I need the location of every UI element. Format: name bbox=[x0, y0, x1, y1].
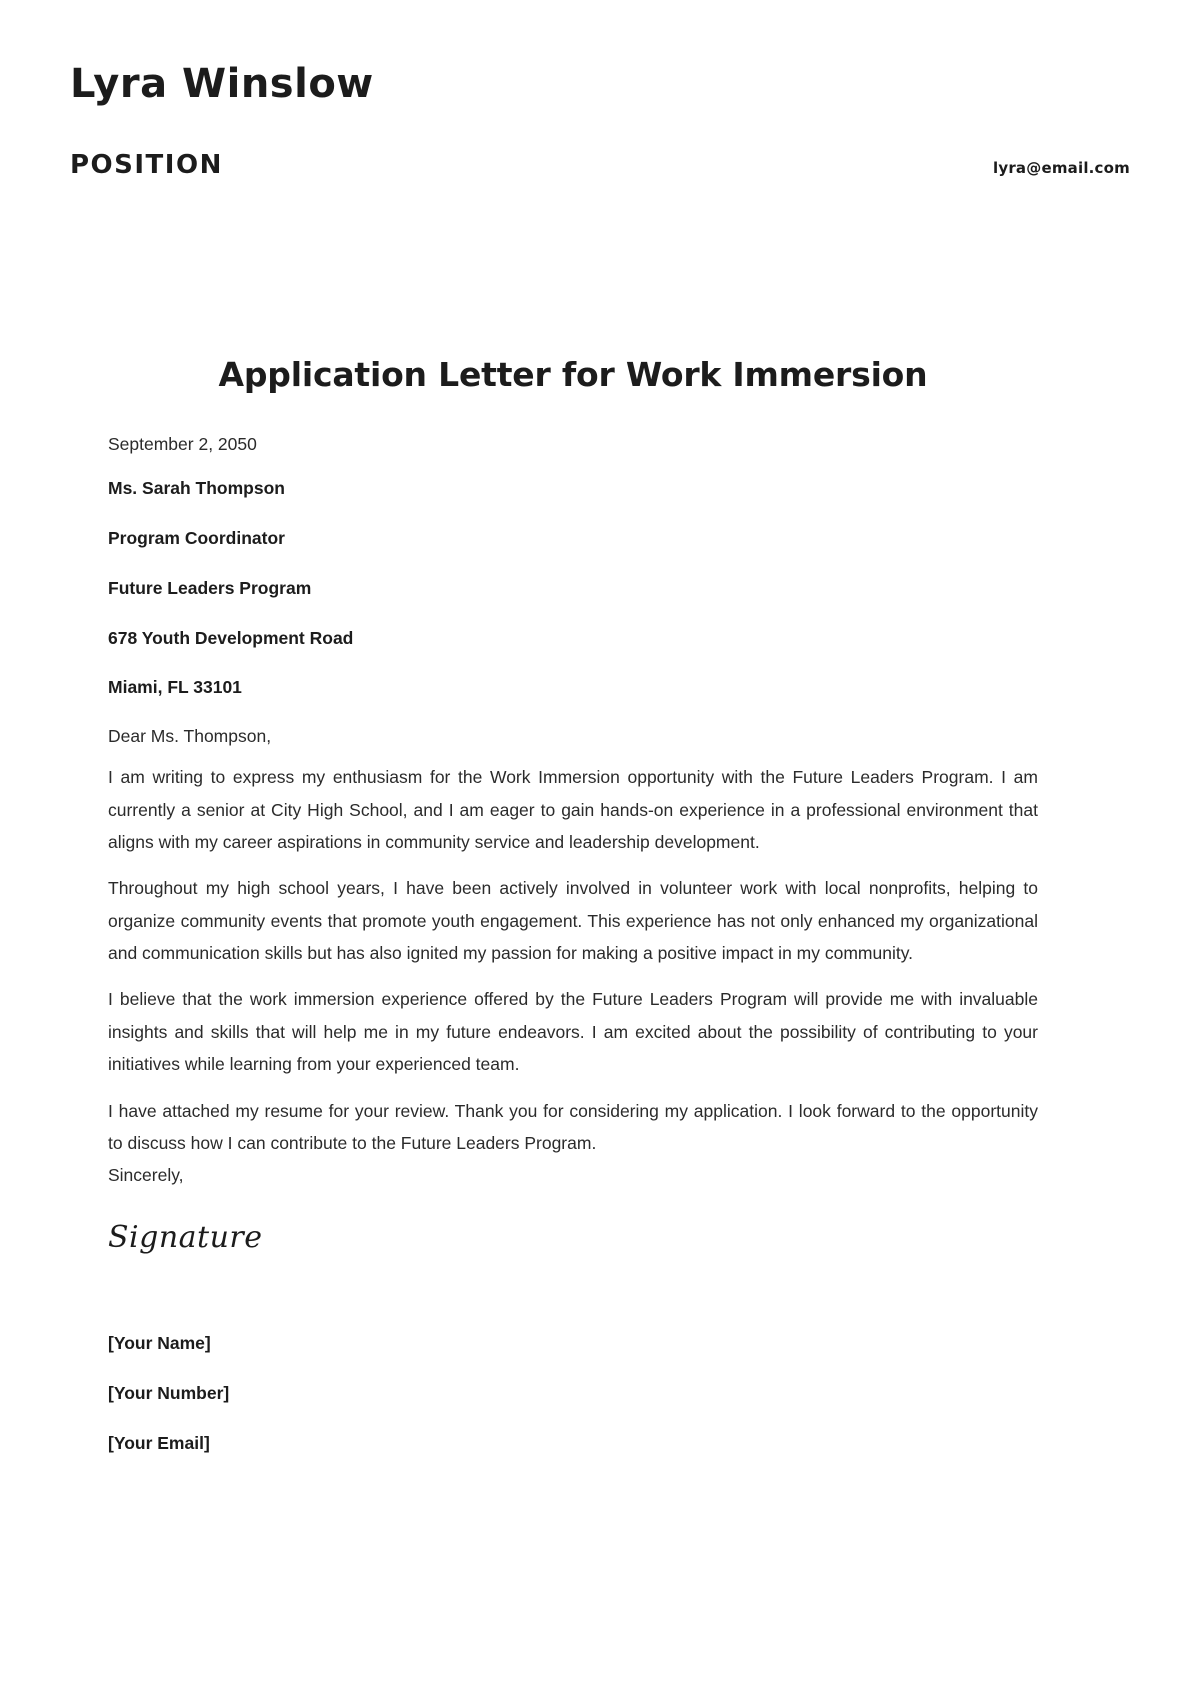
recipient-line: 678 Youth Development Road bbox=[108, 627, 354, 648]
letter-paragraph: I believe that the work immersion experience offered by the Future Leaders Program will provide me with invaluable insights and skills that will help me in my future endeavors. I am excited about the possibility of contributing to your initiatives while learning from your experienced team. bbox=[108, 989, 1038, 1075]
letter-paragraph: I have attached my resume for your review. Thank you for considering my application. I look forward to the opportunity to discuss how I can contribute to the Future Leaders Program. bbox=[108, 1100, 1038, 1153]
signature: Signature bbox=[108, 1220, 263, 1256]
signoff-email: [Your Email] bbox=[108, 1433, 210, 1454]
recipient-line: Miami, FL 33101 bbox=[108, 677, 242, 698]
recipient-line: Future Leaders Program bbox=[108, 577, 312, 598]
letter-paragraph: I am writing to express my enthusiasm for the Work Immersion opportunity with the Future Leaders Program. I am currently a senior at City High School, and I am eager to gain hands-on experience in a professional environment that aligns with my career aspirations in community service and leadership development. bbox=[108, 767, 1038, 852]
page-title: Application Letter for Work Immersion bbox=[218, 355, 928, 394]
letter-body bbox=[108, 355, 1038, 1483]
closing: Sincerely, bbox=[108, 1165, 184, 1186]
recipient-line: Ms. Sarah Thompson bbox=[108, 478, 285, 499]
document-page bbox=[20, 0, 1180, 1700]
signoff-name: [Your Name] bbox=[108, 1333, 211, 1354]
letter-paragraph: Throughout my high school years, I have been actively involved in volunteer work with local nonprofits, helping to organize community events that promote youth engagement. This experience has not only enhanced my organizational and communication skills but has also ignited my passion for making a positive impact in my community. bbox=[108, 878, 1038, 963]
sign-off-block bbox=[108, 1333, 1038, 1454]
salutation: Dear Ms. Thompson, bbox=[108, 726, 272, 747]
letterhead bbox=[70, 62, 1130, 180]
sender-position: POSITION bbox=[70, 150, 223, 180]
sender-name: Lyra Winslow bbox=[70, 61, 374, 107]
recipient-line: Program Coordinator bbox=[108, 528, 285, 549]
signoff-number: [Your Number] bbox=[108, 1383, 230, 1404]
sender-email: lyra@email.com bbox=[993, 159, 1130, 177]
letterhead-subrow bbox=[70, 150, 1130, 180]
letter-date: September 2, 2050 bbox=[108, 434, 257, 454]
